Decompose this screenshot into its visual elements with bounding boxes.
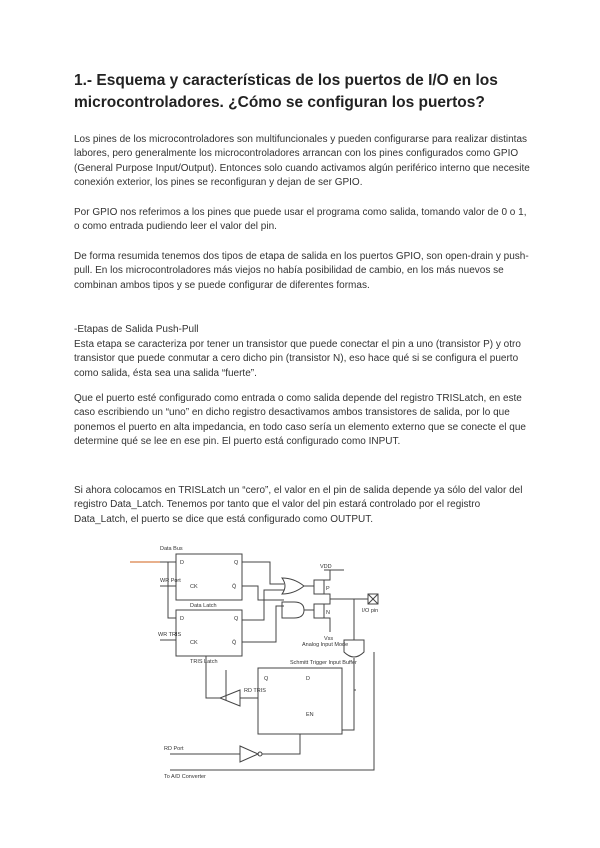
paragraph-intro: Los pines de los microcontroladores son multifuncionales y pueden configurarse para realizar distintas labores, pero generalmente los microcontroladores arrancan con los pines configurados como GPIO (General Purpose Input/Output). Entonces solo cuando activamos algún periférico interno que necesite conexión exterior, los pines se reconfiguran y dejan de ser GPIO. xyxy=(74,134,530,189)
p-label: P xyxy=(326,586,330,592)
or-gate xyxy=(282,578,304,594)
tris-latch-q-label: Q xyxy=(234,616,239,622)
schmitt-label: Schmitt Trigger Input Buffer xyxy=(290,660,357,666)
adc-label: To A/D Converter xyxy=(164,774,206,780)
data-latch-box xyxy=(176,554,242,600)
vdd-label: VDD xyxy=(320,564,332,570)
section-heading-push-pull: -Etapas de Salida Push-Pull xyxy=(74,324,199,335)
wr-tris-label: WR TRIS xyxy=(158,632,182,638)
n-label: N xyxy=(326,610,330,616)
n-transistor xyxy=(314,604,324,618)
data-latch-label: Data Latch xyxy=(190,603,217,609)
paragraph-output-types: De forma resumida tenemos dos tipos de etapa de salida en los puertos GPIO, son open-drain y push-pull. En los microcontroladores más viejos no había posibilidad de cambio, en los más nuevos se combinan ambos tipos y se puede configurar de diferentes formas. xyxy=(74,251,529,291)
and-gate xyxy=(282,602,304,618)
paragraph-trislatch: Que el puerto esté configurado como entrada o como salida depende del registro TRISLatch, en este caso escribiendo un “uno” en dicho registro desactivamos ambos transistores de salida, por lo que ponemos el puerto en alta impedancia, en todo caso sería un elemento externo que se conecte el que determine qué se lee en ese pin. El puerto está configurado como INPUT. xyxy=(74,393,526,448)
tris-latch-qbar-label: Q̄ xyxy=(232,640,237,646)
rd-port-label: RD Port xyxy=(164,746,184,752)
analog-mode-label: Analog Input Mode xyxy=(302,642,349,648)
p-transistor xyxy=(314,580,324,594)
input-latch-q-label: Q xyxy=(264,676,269,682)
rd-tris-buffer xyxy=(220,690,240,706)
tris-latch-label: TRIS Latch xyxy=(190,659,218,665)
io-pin-label: I/O pin xyxy=(362,608,379,614)
vss-label: Vss xyxy=(324,636,334,642)
tris-latch-d-label: D xyxy=(180,616,184,622)
data-latch-q-label: Q xyxy=(234,560,239,566)
input-latch-box xyxy=(258,668,342,734)
input-latch-en-label: EN xyxy=(306,712,314,718)
data-latch-d-label: D xyxy=(180,560,184,566)
rd-port-inverter xyxy=(240,746,258,762)
tris-latch-ck-label: CK xyxy=(190,640,198,646)
paragraph-push-pull: Esta etapa se caracteriza por tener un transistor que puede conectar el pin a uno (transistor P) y otro transistor que puede conmutar a cero dicho pin (transistor N), eso hace qué si se configura el puerto como salida, ésta sea una salida “fuerte”. xyxy=(74,339,521,379)
data-bus-label: Data Bus xyxy=(160,546,183,552)
data-latch-ck-label: CK xyxy=(190,584,198,590)
data-latch-qbar-label: Q̄ xyxy=(232,584,237,590)
page-title: 1.- Esquema y características de los puertos de I/O en los microcontroladores. ¿Cómo se configuran los puertos? xyxy=(74,72,498,111)
paragraph-data-latch: Si ahora colocamos en TRISLatch un “cero”, el valor en el pin de salida depende ya sólo del valor del registro Data_Latch. Tenemos por tanto que el valor del pin estará controlado por el registro Data_Latch, el puerto se dice que está configurado como OUTPUT. xyxy=(74,485,523,525)
tris-latch-box xyxy=(176,610,242,656)
gpio-port-diagram xyxy=(130,540,410,780)
rd-tris-label: RD TRIS xyxy=(244,688,266,694)
wr-port-label: WR Port xyxy=(160,578,181,584)
input-latch-d-label: D xyxy=(306,676,310,682)
paragraph-gpio: Por GPIO nos referimos a los pines que puede usar el programa como salida, tomando valor de 0 o 1, o como entrada pudiendo leer el valor del pin. xyxy=(74,207,527,233)
